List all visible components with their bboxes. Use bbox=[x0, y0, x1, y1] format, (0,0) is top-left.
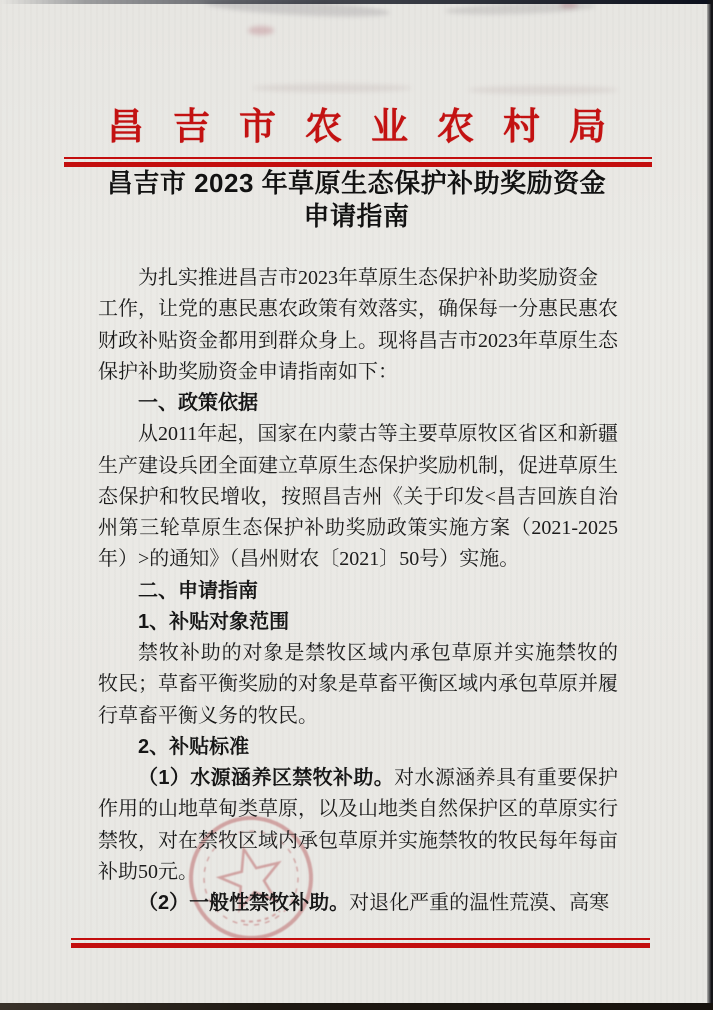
body-line: 从2011年起，国家在内蒙古等主要草原牧区省区和新疆 bbox=[138, 423, 618, 446]
body-line: 生产建设兵团全面建立草原生态保护奖励机制，促进草原生 bbox=[98, 454, 618, 477]
body-line: 为扎实推进昌吉市2023年草原生态保护补助奖励资金 bbox=[138, 267, 598, 289]
scan-smudge bbox=[468, 86, 618, 94]
body-line: 工作，让党的惠民惠农政策有效落实，确保每一分惠民惠农 bbox=[98, 298, 618, 321]
section-heading: 一、政策依据 bbox=[138, 392, 258, 414]
scan-edge-right bbox=[707, 0, 713, 1010]
body-line: （2）一般性禁牧补助。对退化严重的温性荒漠、高寒 bbox=[138, 892, 610, 914]
body-line: 保护补助奖励资金申请指南如下： bbox=[98, 360, 398, 383]
bold-run: （2）一般性禁牧补助。 bbox=[138, 892, 350, 914]
body-line: 补助50元。 bbox=[98, 860, 198, 883]
body-line: 态保护和牧民增收，按照昌吉州《关于印发<昌吉回族自治 bbox=[98, 485, 618, 508]
scan-edge-top bbox=[0, 0, 713, 4]
section-heading: 2、补贴标准 bbox=[138, 735, 250, 758]
body-line: （1）水源涵养区禁牧补助。对水源涵养具有重要保护 bbox=[138, 767, 618, 789]
body-line: 牧民；草畜平衡奖励的对象是草畜平衡区域内承包草原并履 bbox=[98, 673, 618, 696]
body-line: 作用的山地草甸类草原，以及山地类自然保护区的草原实行 bbox=[98, 798, 618, 821]
scan-smudge bbox=[252, 84, 412, 92]
document-title-line-1: 昌吉市 2023 年草原生态保护补助奖励资金 bbox=[106, 168, 607, 198]
body-line: 行草畜平衡义务的牧民。 bbox=[98, 704, 318, 727]
document-title bbox=[0, 167, 713, 232]
letterhead-double-rule bbox=[64, 157, 652, 167]
section-heading: 二、申请指南 bbox=[138, 579, 258, 602]
bold-run: （1）水源涵养区禁牧补助。 bbox=[138, 767, 395, 789]
scan-edge-bottom bbox=[0, 1003, 713, 1010]
footer-double-rule bbox=[71, 938, 650, 948]
document-title-line-2: 申请指南 bbox=[303, 200, 410, 231]
body-line: 财政补贴资金都用到群众身上。现将昌吉市2023年草原生态 bbox=[98, 329, 618, 352]
section-heading: 1、补贴对象范围 bbox=[138, 610, 290, 633]
body-line: 禁牧，对在禁牧区域内承包草原并实施禁牧的牧民每年每亩 bbox=[98, 829, 618, 852]
body-text bbox=[98, 263, 618, 919]
agency-letterhead: 昌吉市农业农村局 bbox=[107, 106, 635, 147]
body-line: 禁牧补助的对象是禁牧区域内承包草原并实施禁牧的 bbox=[138, 642, 618, 664]
scan-smudge bbox=[248, 26, 274, 35]
body-line: 州第三轮草原生态保护补助奖励政策实施方案（2021-2025 bbox=[98, 517, 618, 539]
body-line: 年）>的通知》（昌州财农〔2021〕50号）实施。 bbox=[98, 548, 520, 571]
